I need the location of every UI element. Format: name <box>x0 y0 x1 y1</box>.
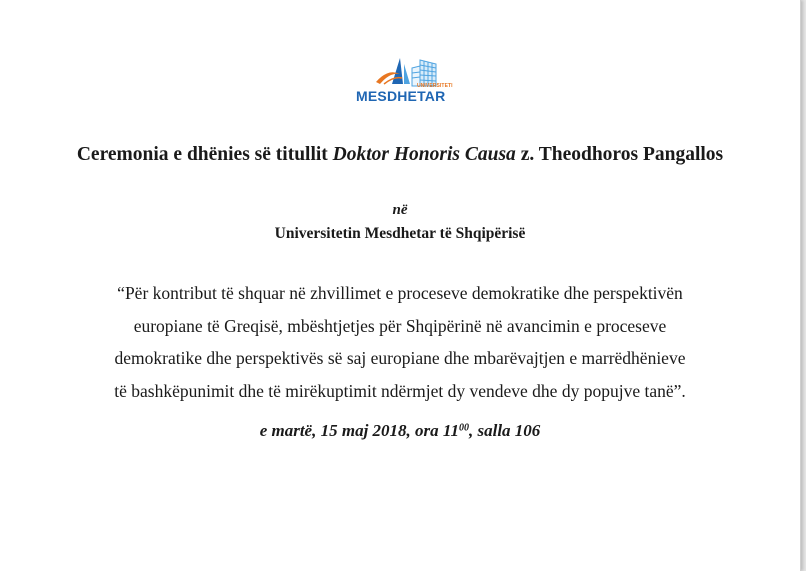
citation-text <box>60 277 740 407</box>
venue-name: Universitetin Mesdhetar të Shqipërisë <box>274 225 526 242</box>
event-date-time <box>0 421 800 441</box>
citation-line: “Për kontribut të shquar në zhvillimet e proceseve demokratike dhe perspektivën <box>117 283 683 303</box>
citation-line: demokratike dhe perspektivës së saj europiane dhe mbarëvajtjen e marrëdhënieve <box>114 348 686 368</box>
university-logo <box>354 56 454 106</box>
citation-line: europiane të Greqisë, mbështjetjes për Shqipërinë në avancimin e proceseve <box>133 315 667 336</box>
venue-preposition: në <box>392 202 408 218</box>
event-date: e martë, 15 maj 2018, ora 11 <box>259 421 459 440</box>
ceremony-title <box>0 144 800 166</box>
title-suffix: z. Theodhoros Pangallos <box>515 144 724 165</box>
event-time-superscript: 00 <box>458 422 469 434</box>
title-prefix: Ceremonia e dhënies së titullit <box>76 144 333 165</box>
logo-name: MESDHETAR <box>356 88 446 104</box>
title-emphasis: Doktor Honoris Causa <box>332 144 516 165</box>
citation-line: të bashkëpunimit dhe të mirëkuptimit ndërmjet dy vendeve dhe dy popujve tanë”. <box>114 380 686 401</box>
logo-small-text: UNIVERSITETI <box>417 83 453 89</box>
event-room: , salla 106 <box>468 421 541 440</box>
